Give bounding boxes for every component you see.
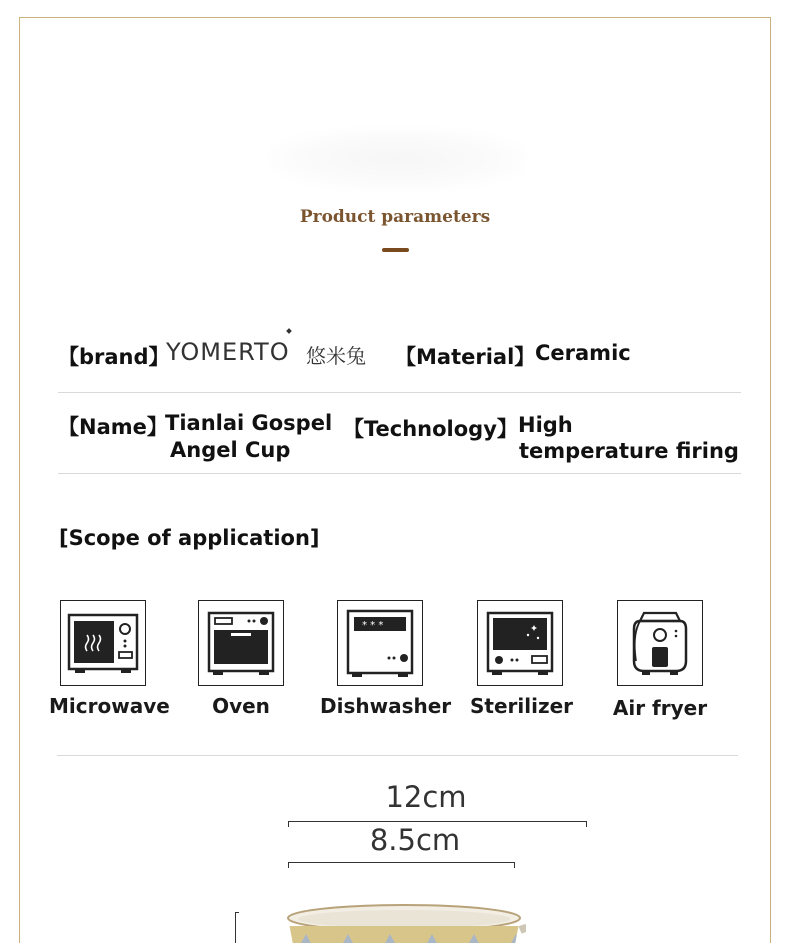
outer-width-label: 12cm — [385, 780, 467, 814]
brand-logo — [166, 338, 290, 366]
height-line — [235, 912, 236, 943]
outer-width-line — [288, 821, 587, 822]
faded-watermark — [270, 128, 525, 190]
name-value-line2: Angel Cup — [170, 438, 291, 462]
oven-icon — [198, 600, 284, 686]
scope-title: [Scope of application] — [59, 526, 320, 550]
name-label: 【Name】 — [58, 415, 168, 439]
name-value-line1: Tianlai Gospel — [165, 411, 333, 435]
technology-value-line2: temperature firing — [519, 439, 739, 463]
air-fryer-icon — [617, 600, 703, 686]
divider — [58, 392, 741, 393]
svg-text:* * *: * * * — [362, 620, 384, 631]
divider — [57, 755, 738, 756]
cup-image — [282, 900, 526, 943]
technology-label: 【Technology】 — [343, 417, 518, 441]
outer-width-tick-left — [288, 821, 289, 827]
inner-width-tick-right — [514, 862, 515, 868]
brand-logo-mark — [285, 329, 293, 337]
brand-label: 【brand】 — [58, 345, 170, 369]
technology-value-line1: High — [518, 413, 573, 437]
microwave-label: Microwave — [49, 694, 170, 718]
dishwasher-label: Dishwasher — [320, 694, 452, 718]
brand-logo-cn: 悠米兔 — [306, 344, 366, 368]
title-underline — [382, 248, 409, 252]
brand-logo-text: YOMERTO — [166, 338, 290, 366]
material-value: Ceramic — [535, 341, 631, 365]
material-label: 【Material】 — [395, 345, 536, 369]
sterilizer-label: Sterilizer — [470, 694, 574, 718]
inner-width-tick-left — [288, 862, 289, 868]
inner-width-label: 8.5cm — [369, 823, 461, 857]
divider — [58, 473, 741, 474]
dishwasher-icon — [337, 600, 423, 686]
microwave-icon — [60, 600, 146, 686]
oven-label: Oven — [212, 694, 270, 718]
section-title: Product parameters — [299, 207, 491, 227]
air-fryer-label: Air fryer — [612, 696, 708, 720]
outer-width-tick-right — [586, 821, 587, 827]
inner-width-line — [288, 862, 515, 863]
sterilizer-icon — [477, 600, 563, 686]
